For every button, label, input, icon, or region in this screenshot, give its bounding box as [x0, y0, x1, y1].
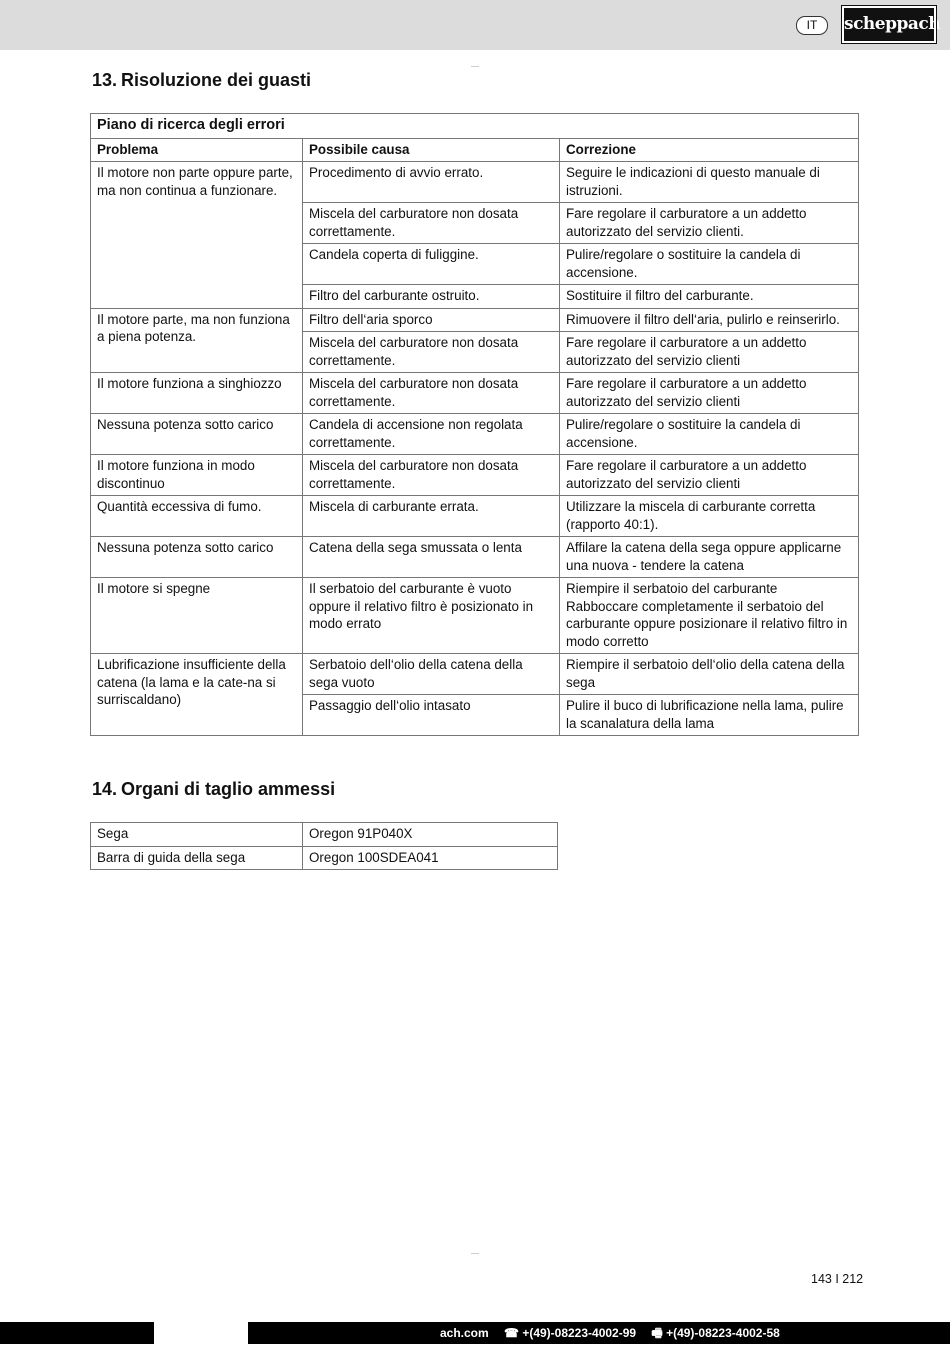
- cutting-parts-table: [90, 822, 558, 870]
- table-row: [91, 496, 859, 537]
- footer-bar: [0, 1322, 950, 1344]
- section-13-heading: [92, 70, 311, 91]
- cause-cell: Filtro del carburante ostruito.: [303, 285, 560, 309]
- table-header-row: [91, 138, 859, 162]
- cause-cell: Candela di accensione non regolata correttamente.: [303, 414, 560, 455]
- brand-logo: [842, 6, 941, 43]
- section-14-heading: [92, 779, 335, 800]
- header-bar: [0, 0, 950, 50]
- fix-cell: Sostituire il filtro del carburante.: [560, 285, 859, 309]
- problem-cell: Nessuna potenza sotto carico: [91, 537, 303, 578]
- fix-cell: Fare regolare il carburatore a un addetto autorizzato del servizio clienti: [560, 373, 859, 414]
- table-row: [91, 654, 859, 695]
- section-14-number: 14.: [92, 779, 118, 799]
- table-row: [91, 823, 558, 847]
- table-title: Piano di ricerca degli errori: [91, 114, 859, 139]
- part-label: Sega: [91, 823, 303, 847]
- section-13-title: Risoluzione dei guasti: [121, 70, 312, 90]
- cause-cell: Miscela del carburatore non dosata correttamente.: [303, 373, 560, 414]
- table-row: [91, 455, 859, 496]
- cause-cell: Serbatoio dell‘olio della catena della sega vuoto: [303, 654, 560, 695]
- fax-number: 🖷 +(49)-08223-4002-58: [651, 1326, 780, 1340]
- fix-cell: Fare regolare il carburatore a un addetto autorizzato del servizio clienti.: [560, 203, 859, 244]
- cause-cell: Procedimento di avvio errato.: [303, 162, 560, 203]
- fix-cell: Riempire il serbatoio del carburante Rabboccare completamente il serbatoio del carburante oppure posizionare il relativo filtro in modo corretto: [560, 578, 859, 654]
- problem-cell: Il motore non parte oppure parte, ma non continua a funzionare.: [91, 162, 303, 309]
- table-row: [91, 414, 859, 455]
- table-row: [91, 308, 859, 332]
- fix-cell: Fare regolare il carburatore a un addetto autorizzato del servizio clienti: [560, 455, 859, 496]
- crop-mark: [471, 1253, 479, 1254]
- table-row: [91, 373, 859, 414]
- table-row: [91, 578, 859, 654]
- footer-contacts: [440, 1322, 792, 1344]
- cause-cell: Il serbatoio del carburante è vuoto oppure il relativo filtro è posizionato in modo errato: [303, 578, 560, 654]
- section-13-number: 13.: [92, 70, 118, 90]
- fix-cell: Affilare la catena della sega oppure applicarne una nuova - tendere la catena: [560, 537, 859, 578]
- problem-cell: Il motore funziona a singhiozzo: [91, 373, 303, 414]
- table-row: [91, 846, 558, 870]
- col-header-cause: Possibile causa: [303, 138, 560, 162]
- fix-cell: Pulire/regolare o sostituire la candela di accensione.: [560, 244, 859, 285]
- col-header-problem: Problema: [91, 138, 303, 162]
- problem-cell: Quantità eccessiva di fumo.: [91, 496, 303, 537]
- crop-mark: [471, 66, 479, 67]
- fix-cell: Pulire/regolare o sostituire la candela di accensione.: [560, 414, 859, 455]
- troubleshooting-table: [90, 113, 859, 736]
- cause-cell: Miscela di carburante errata.: [303, 496, 560, 537]
- problem-cell: Lubrificazione insufficiente della catena (la lama e la cate-na si surriscaldano): [91, 654, 303, 736]
- cause-cell: Miscela del carburatore non dosata correttamente.: [303, 455, 560, 496]
- cause-cell: Catena della sega smussata o lenta: [303, 537, 560, 578]
- problem-cell: Il motore si spegne: [91, 578, 303, 654]
- footer-gap: [154, 1322, 248, 1344]
- part-value: Oregon 91P040X: [303, 823, 558, 847]
- page-number: 143 I 212: [811, 1272, 864, 1286]
- fix-cell: Rimuovere il filtro dell‘aria, pulirlo e reinserirlo.: [560, 308, 859, 332]
- part-label: Barra di guida della sega: [91, 846, 303, 870]
- cause-cell: Candela coperta di fuliggine.: [303, 244, 560, 285]
- cause-cell: Miscela del carburatore non dosata correttamente.: [303, 332, 560, 373]
- language-badge: IT: [796, 16, 828, 35]
- problem-cell: Il motore parte, ma non funziona a piena potenza.: [91, 308, 303, 373]
- fix-cell: Fare regolare il carburatore a un addetto autorizzato del servizio clienti: [560, 332, 859, 373]
- fix-cell: Riempire il serbatoio dell‘olio della catena della sega: [560, 654, 859, 695]
- problem-cell: Il motore funziona in modo discontinuo: [91, 455, 303, 496]
- part-value: Oregon 100SDEA041: [303, 846, 558, 870]
- col-header-fix: Correzione: [560, 138, 859, 162]
- table-row: [91, 162, 859, 203]
- cause-cell: Passaggio dell‘olio intasato: [303, 695, 560, 736]
- table-row: [91, 537, 859, 578]
- problem-cell: Nessuna potenza sotto carico: [91, 414, 303, 455]
- fix-cell: Pulire il buco di lubrificazione nella lama, pulire la scanalatura della lama: [560, 695, 859, 736]
- cause-cell: Miscela del carburatore non dosata correttamente.: [303, 203, 560, 244]
- phone-number: ☎ +(49)-08223-4002-99: [504, 1326, 637, 1340]
- fix-cell: Utilizzare la miscela di carburante corretta (rapporto 40:1).: [560, 496, 859, 537]
- logo-text: scheppach: [844, 14, 941, 34]
- website-link[interactable]: ach.com: [440, 1326, 489, 1340]
- section-14-title: Organi di taglio ammessi: [121, 779, 336, 799]
- fix-cell: Seguire le indicazioni di questo manuale di istruzioni.: [560, 162, 859, 203]
- cause-cell: Filtro dell‘aria sporco: [303, 308, 560, 332]
